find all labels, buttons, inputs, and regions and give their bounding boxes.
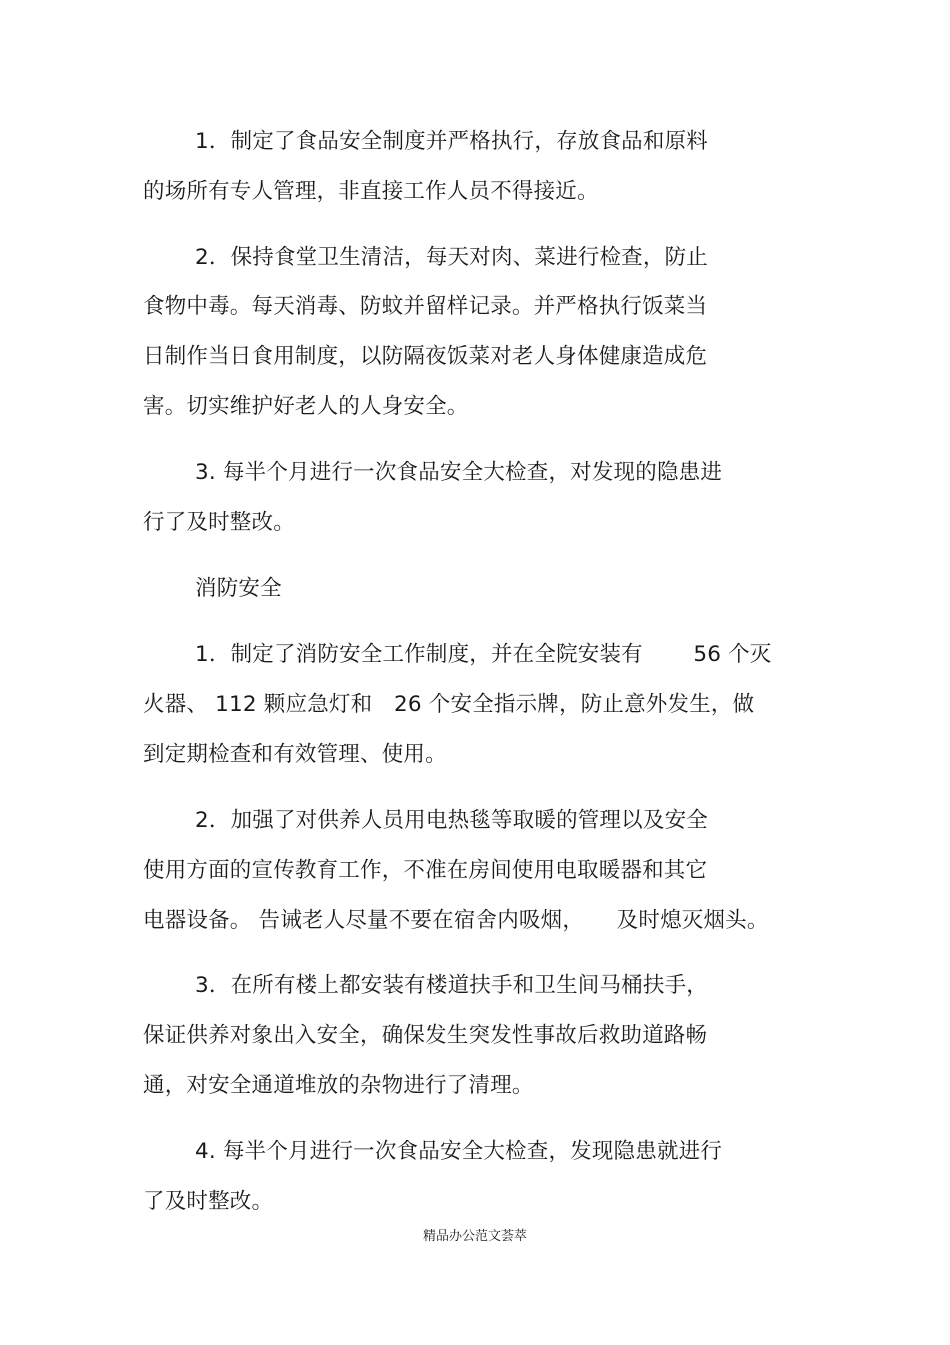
text-line: 4. 每半个月进行一次食品安全大检查，发现隐患就进行	[195, 1139, 723, 1164]
text-line: 食物中毒。每天消毒、防蚊并留样记录。并严格执行饭菜当	[143, 294, 708, 319]
text-line: 使用方面的宣传教育工作，不准在房间使用电取暖器和其它	[143, 858, 708, 883]
text-line: 3．在所有楼上都安装有楼道扶手和卫生间马桶扶手，	[195, 973, 708, 998]
text-line: 1．制定了消防安全工作制度，并在全院安装有 56 个灭	[195, 642, 772, 667]
text-line: 1．制定了食品安全制度并严格执行，存放食品和原料	[195, 129, 708, 154]
text-line: 日制作当日食用制度，以防隔夜饭菜对老人身体健康造成危	[143, 344, 708, 369]
text-line: 了及时整改。	[143, 1189, 274, 1214]
text-line: 3. 每半个月进行一次食品安全大检查，对发现的隐患进	[195, 460, 723, 485]
text-line: 保证供养对象出入安全，确保发生突发性事故后救助道路畅	[143, 1023, 708, 1048]
text-line: 害。切实维护好老人的人身安全。	[143, 394, 469, 419]
text-line: 通，对安全通道堆放的杂物进行了清理。	[143, 1073, 534, 1098]
text-line: 行了及时整改。	[143, 510, 295, 535]
text-line: 的场所有专人管理，非直接工作人员不得接近。	[143, 179, 599, 204]
section-heading: 消防安全	[195, 576, 282, 601]
text-line: 火器、 112 颗应急灯和 26 个安全指示牌，防止意外发生，做	[143, 692, 755, 717]
page-footer: 精品办公范文荟萃	[422, 1229, 527, 1244]
text-line: 电器设备。 告诫老人尽量不要在宿舍内吸烟， 及时熄灭烟头。	[143, 908, 769, 933]
text-line: 2．保持食堂卫生清洁，每天对肉、菜进行检查，防止	[195, 245, 708, 270]
text-line: 到定期检查和有效管理、使用。	[143, 742, 447, 767]
text-line: 2．加强了对供养人员用电热毯等取暖的管理以及安全	[195, 808, 708, 833]
